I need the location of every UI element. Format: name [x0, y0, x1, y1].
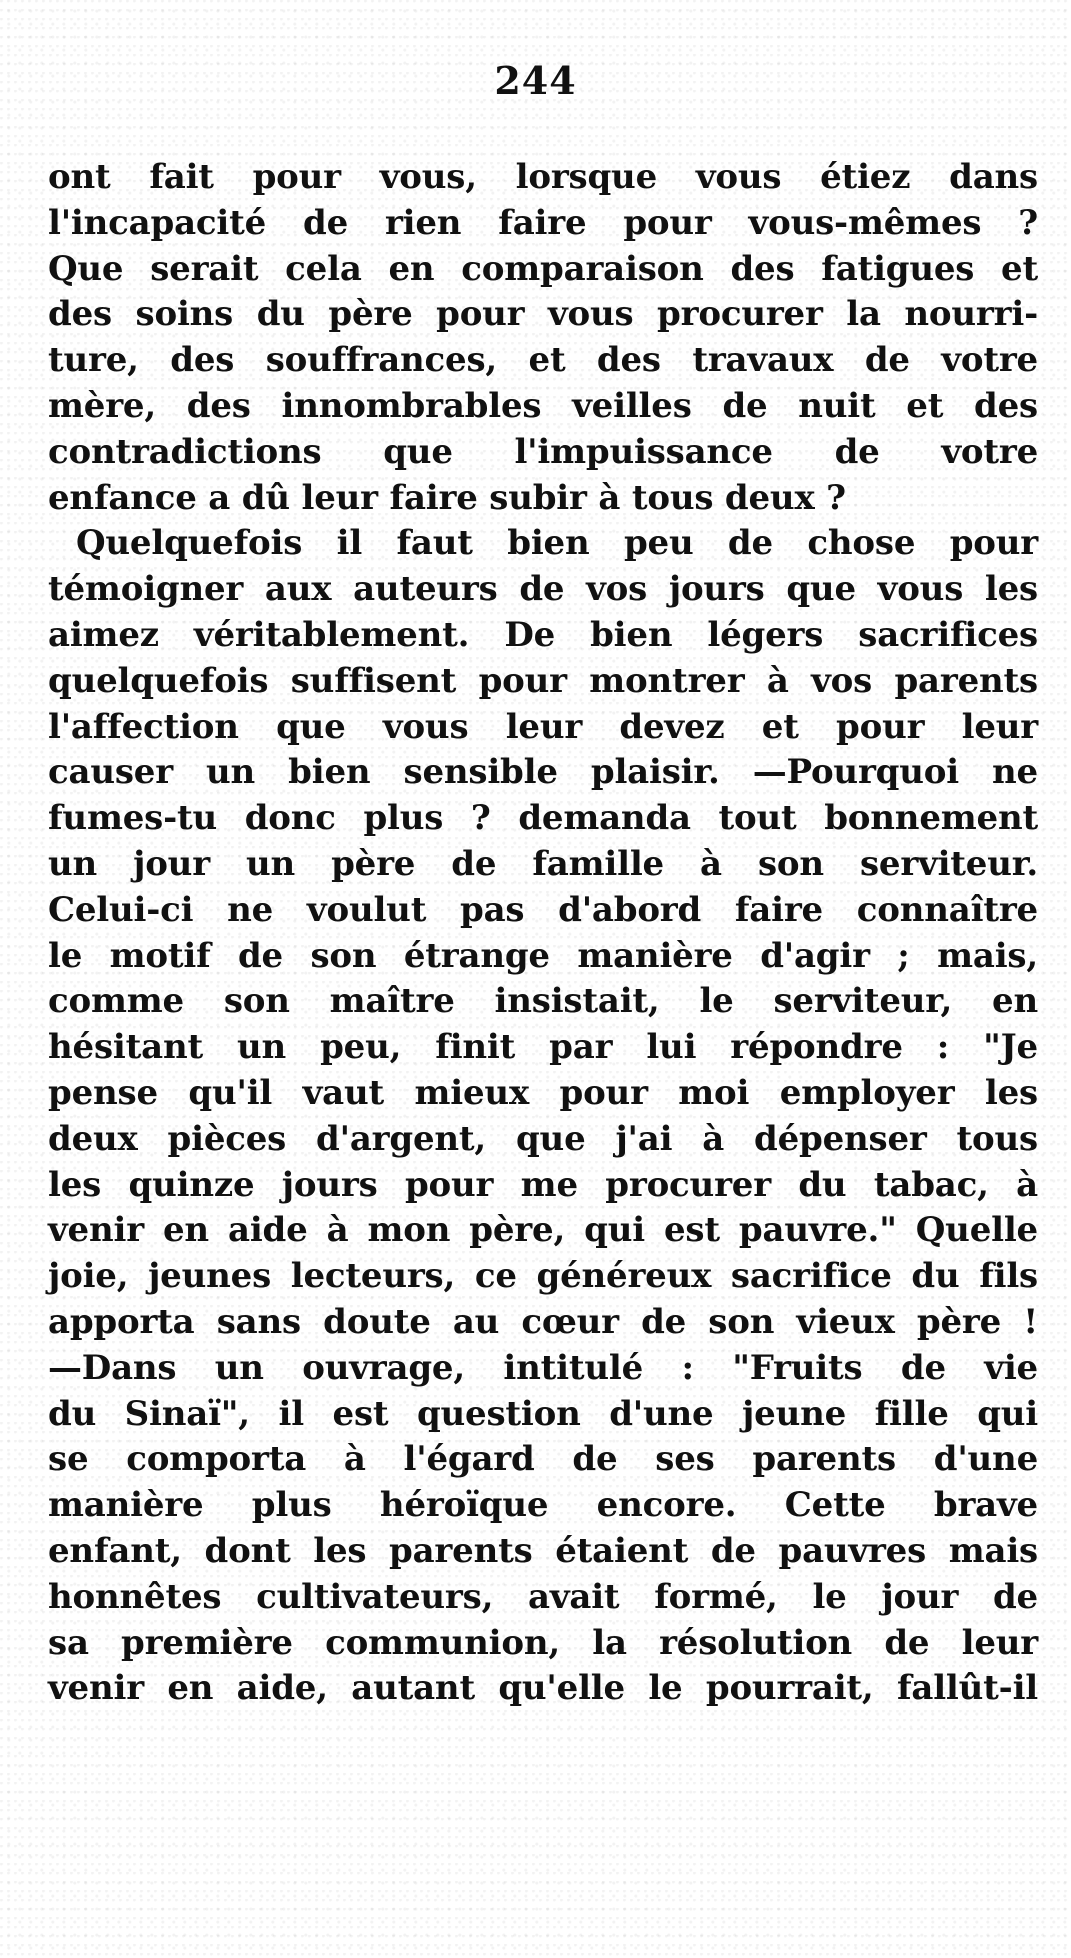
text-line: se comporta à l'égard de ses parents d'une [48, 1439, 1038, 1480]
text-line: deux pièces d'argent, que j'ai à dépenser tous [48, 1118, 1038, 1159]
text-line: l'incapacité de rien faire pour vous-mêmes ? [48, 202, 1038, 243]
text-line: du Sinaï", il est question d'une jeune fille qui [48, 1393, 1038, 1434]
text-line: contradictions que l'impuissance de votre [48, 431, 1038, 472]
text-line: le motif de son étrange manière d'agir ; mais, [48, 935, 1038, 976]
text-line: enfant, dont les parents étaient de pauvres mais [48, 1530, 1038, 1571]
text-line: l'affection que vous leur devez et pour leur [48, 706, 1038, 747]
text-line: Quelquefois il faut bien peu de chose pour [76, 523, 1038, 564]
text-line: Que serait cela en comparaison des fatigues et [48, 248, 1038, 289]
text-line: venir en aide à mon père, qui est pauvre." Quelle [48, 1210, 1038, 1251]
text-line: des soins du père pour vous procurer la nourri- [48, 294, 1038, 335]
text-line: sa première communion, la résolution de leur [48, 1622, 1038, 1663]
text-line: aimez véritablement. De bien légers sacrifices [48, 614, 1038, 655]
text-line: un jour un père de famille à son serviteur. [48, 843, 1038, 884]
text-line: témoigner aux auteurs de vos jours que vous les [48, 569, 1038, 610]
text-line: quelquefois suffisent pour montrer à vos parents [48, 660, 1038, 701]
text-line: hésitant un peu, finit par lui répondre : "Je [48, 1027, 1038, 1068]
text-line: joie, jeunes lecteurs, ce généreux sacrifice du fils [48, 1256, 1038, 1297]
text-line: pense qu'il vaut mieux pour moi employer les [48, 1072, 1038, 1113]
text-line: mère, des innombrables veilles de nuit et des [48, 385, 1038, 426]
text-line: ont fait pour vous, lorsque vous étiez dans [48, 157, 1038, 197]
page-number: 244 [494, 58, 577, 103]
text-line: Celui-ci ne voulut pas d'abord faire connaître [48, 889, 1038, 930]
text-line: honnêtes cultivateurs, avait formé, le jour de [48, 1576, 1038, 1617]
text-line: apporta sans doute au cœur de son vieux père ! [48, 1301, 1038, 1342]
text-line: comme son maître insistait, le serviteur, en [48, 981, 1038, 1022]
text-line: enfance a dû leur faire subir à tous deux ? [48, 477, 846, 518]
text-line: —Dans un ouvrage, intitulé : "Fruits de vie [48, 1347, 1038, 1388]
body-text [48, 155, 1038, 1712]
text-line: causer un bien sensible plaisir. —Pourquoi ne [48, 752, 1038, 793]
text-line: fumes-tu donc plus ? demanda tout bonnement [48, 798, 1038, 839]
text-line: venir en aide, autant qu'elle le pourrait, fallût-il [48, 1668, 1038, 1709]
text-line: ture, des souffrances, et des travaux de votre [48, 340, 1038, 381]
text-line: manière plus héroïque encore. Cette brave [48, 1485, 1038, 1526]
text-line: les quinze jours pour me procurer du tabac, à [48, 1164, 1038, 1205]
